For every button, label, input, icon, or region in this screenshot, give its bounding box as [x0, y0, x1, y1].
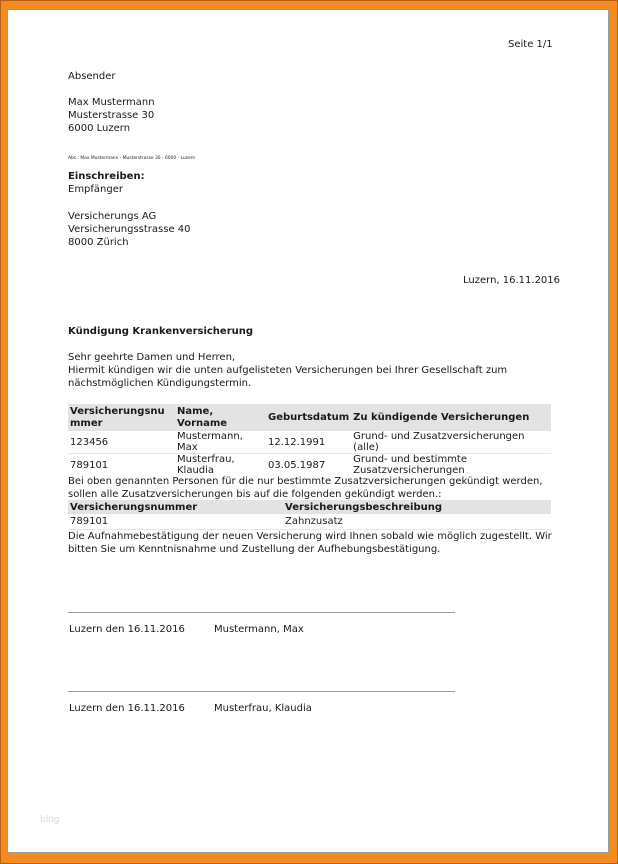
salutation: Sehr geehrte Damen und Herren,	[68, 352, 236, 363]
signature-place-date: Luzern den 16.11.2016	[69, 624, 185, 635]
document-page	[7, 9, 609, 853]
recipient-name: Versicherungs AG	[68, 211, 157, 222]
place-date: Luzern, 16.11.2016	[463, 275, 561, 286]
table-header-row	[68, 500, 551, 514]
closing-paragraph: Die Aufnahmebestätigung der neuen Versicherung wird Ihnen sobald wie möglich zugestellt. Wir bitten Sie um Kenntnisnahme und Zustellung der Aufhebungsbestätigung.	[68, 531, 552, 555]
signature-name: Mustermann, Max	[214, 624, 304, 635]
watermark: blog	[40, 815, 60, 825]
column-header: Geburtsdatum	[268, 411, 350, 423]
column-header: Versicherungsbeschreibung	[285, 501, 443, 513]
exception-paragraph: Bei oben genannten Personen für die nur bestimmte Zusatzversicherungen gekündigt werden, sollen alle Zusatzversicherungen bis auf die folgenden gekündigt werden.:	[68, 476, 543, 500]
signature-line	[68, 612, 455, 613]
table-cell: Grund- und Zusatzversicherungen (alle)	[353, 431, 525, 453]
table-header-row	[68, 404, 551, 431]
sender-city: 6000 Luzern	[68, 123, 131, 134]
return-address-line: Abs.: Max Mustermann - Musterstrasse 30 - 6000 - Luzern	[68, 156, 196, 161]
table-cell: Musterfrau, Klaudia	[177, 454, 235, 476]
table-cell: 789101	[70, 515, 109, 527]
table-row	[68, 514, 551, 529]
sender-name: Max Mustermann	[68, 97, 155, 108]
sender-street: Musterstrasse 30	[68, 110, 155, 121]
intro-paragraph: Hiermit kündigen wir die unten aufgelisteten Versicherungen bei Ihrer Gesellschaft zum nächstmöglichen Kündigungstermin.	[68, 365, 508, 389]
exception-table	[68, 500, 551, 530]
column-header: Versicherungsnummer	[70, 405, 165, 429]
table-cell: Mustermann, Max	[177, 431, 243, 453]
letter-subject: Kündigung Krankenversicherung	[68, 326, 254, 337]
recipient-street: Versicherungsstrasse 40	[68, 224, 191, 235]
table-row	[68, 454, 551, 477]
column-header: Zu kündigende Versicherungen	[353, 411, 530, 423]
table-row	[68, 431, 551, 454]
column-header: Versicherungsnummer	[70, 501, 198, 513]
table-cell: 12.12.1991	[268, 436, 326, 448]
recipient-city: 8000 Zürich	[68, 237, 129, 248]
signature-place-date: Luzern den 16.11.2016	[69, 703, 185, 714]
table-cell: 789101	[70, 459, 109, 471]
table-cell: 03.05.1987	[268, 459, 326, 471]
column-header: Name, Vorname	[177, 405, 228, 429]
signature-line	[68, 691, 455, 692]
registered-mail-label: Einschreiben:	[68, 171, 145, 182]
recipient-label: Empfänger	[68, 184, 124, 195]
table-cell: 123456	[70, 436, 109, 448]
signature-name: Musterfrau, Klaudia	[214, 703, 312, 714]
page-number: Seite 1/1	[508, 39, 553, 50]
sender-label: Absender	[68, 71, 116, 82]
insurance-table	[68, 404, 551, 476]
table-cell: Grund- und bestimmte Zusatzversicherungen	[353, 454, 468, 476]
table-cell: Zahnzusatz	[285, 515, 343, 527]
